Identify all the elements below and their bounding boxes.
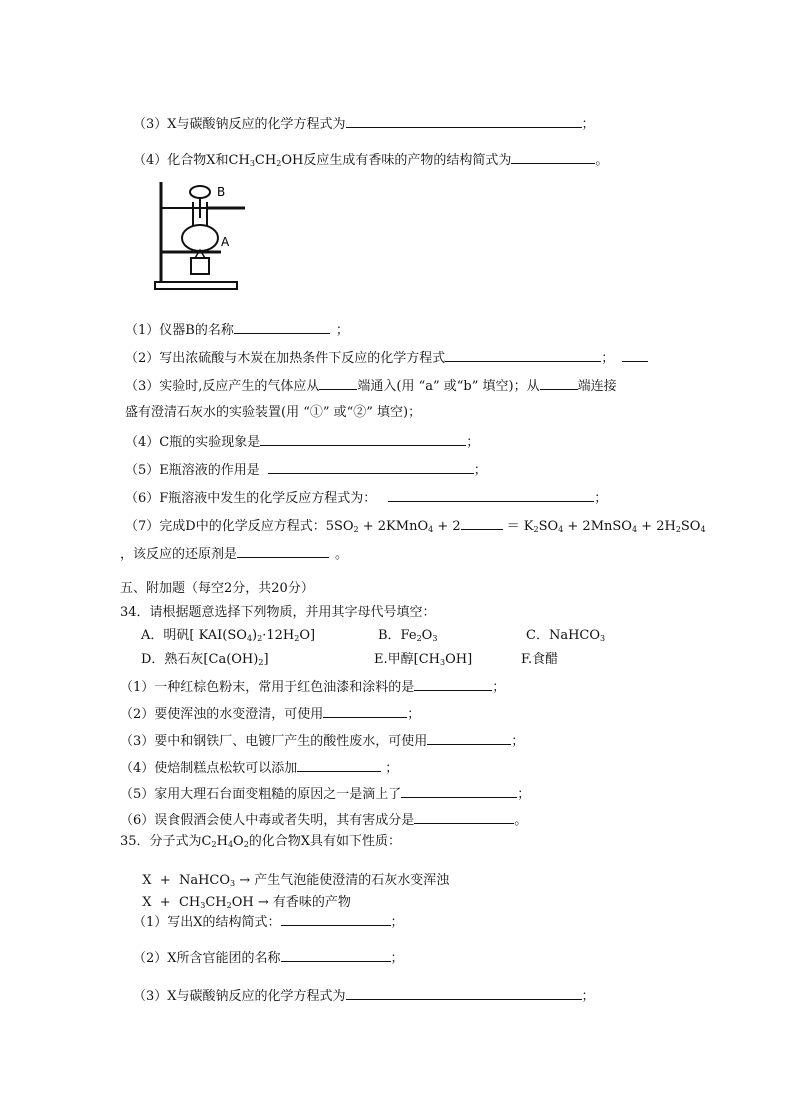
- punct: ；: [581, 117, 595, 132]
- formula: H: [216, 834, 228, 849]
- punct: ；: [390, 915, 404, 930]
- subscript: 2: [257, 634, 263, 643]
- subscript: 2: [276, 159, 282, 168]
- subscript: 4: [428, 525, 434, 534]
- question-text: （5）家用大理石台面变粗糙的原因之一是滴上了: [120, 787, 402, 802]
- option-text: ·12H: [262, 628, 295, 643]
- exp-q3a: [125, 376, 617, 396]
- formula: SO: [680, 519, 701, 534]
- answer-blank[interactable]: [234, 320, 330, 334]
- answer-blank[interactable]: [401, 784, 517, 798]
- subscript: 3: [249, 159, 255, 168]
- subscript: 3: [439, 658, 446, 667]
- punct: ；: [390, 951, 404, 966]
- formula: + 2KMnO: [358, 519, 429, 534]
- question-text: 端通入(用 “a” 或“b” 填空)；从: [357, 379, 540, 394]
- exp-q2: [125, 348, 648, 368]
- option-a: [141, 627, 315, 645]
- formula: OH: [281, 153, 304, 168]
- formula: CH: [205, 895, 227, 910]
- question-text: （1）写出X的结构简式：: [133, 915, 281, 930]
- option-e: [374, 651, 472, 669]
- exp-q7: [125, 516, 706, 536]
- section-title: 五、附加题（每空2分，共20分）: [120, 581, 314, 596]
- question-text: （4）使焙制糕点松软可以添加: [120, 761, 298, 776]
- subscript: 4: [558, 525, 564, 534]
- question-text: （6）误食假酒会使人中毒或者失明，其有害成分是: [120, 813, 415, 828]
- subscript: 2: [258, 658, 264, 667]
- answer-blank[interactable]: [445, 348, 601, 362]
- option-text: ]: [263, 652, 269, 667]
- answer-blank[interactable]: [461, 516, 503, 530]
- option-f: F.食醋: [521, 652, 559, 667]
- question-text: （2）要使浑浊的水变澄清，可使用: [120, 707, 324, 722]
- punct: ；: [581, 989, 595, 1004]
- punct: ；: [511, 734, 525, 749]
- subscript: 4: [227, 840, 234, 849]
- answer-blank[interactable]: [268, 460, 474, 474]
- punct: ；: [601, 351, 615, 366]
- q34-s4: [120, 758, 398, 778]
- top-q4: [133, 150, 608, 170]
- question-text: （4）化合物X和: [133, 153, 229, 168]
- arrow: →: [253, 895, 273, 910]
- option-text: C．NaHCO: [526, 628, 601, 643]
- subscript: 3: [200, 901, 206, 910]
- punct: ；: [517, 787, 531, 802]
- question-text: 35．分子式为C: [120, 834, 212, 849]
- subscript: 4: [700, 525, 706, 534]
- option-c: [526, 627, 605, 645]
- question-text: （3）要中和钢铁厂、电镀厂产生的酸性废水，可使用: [120, 734, 428, 749]
- question-text: 端连接: [577, 379, 617, 394]
- subscript: 2: [243, 840, 249, 849]
- option-text: D．熟石灰[Ca(OH): [141, 652, 259, 667]
- answer-blank[interactable]: [427, 731, 511, 745]
- subscript: 3: [600, 634, 606, 643]
- burner: [191, 258, 209, 274]
- subscript: 3: [432, 634, 438, 643]
- formula: CH: [254, 153, 277, 168]
- exp-q1: [125, 320, 349, 340]
- answer-blank[interactable]: [297, 758, 381, 772]
- question-text: （2）X所含官能团的名称: [133, 951, 281, 966]
- question-text: （3）实验时,反应产生的气体应从: [125, 379, 320, 394]
- punct: 。: [335, 547, 349, 562]
- question-text: （7）完成D中的化学反应方程式：5SO: [125, 519, 354, 534]
- formula: + 2MnSO: [563, 519, 632, 534]
- option-text: O: [421, 628, 433, 643]
- question-text: （1）一种红棕色粉末，常用于红色油漆和涂料的是: [120, 680, 415, 695]
- subscript: 4: [246, 634, 253, 643]
- subscript: 2: [294, 634, 300, 643]
- subscript: 2: [675, 525, 681, 534]
- reaction-text: 有香味的产物: [272, 895, 351, 910]
- top-q3: [133, 114, 595, 134]
- option-text: E.甲醇[CH: [374, 652, 440, 667]
- q34-s3: [120, 731, 524, 751]
- exp-q3b: 盛有澄清石灰水的实验装置(用 “①” 或“②” 填空)；: [125, 405, 422, 420]
- label-a: A: [221, 235, 230, 249]
- answer-blank[interactable]: [414, 677, 492, 691]
- question-text: （3）X与碳酸钠反应的化学方程式为: [133, 989, 346, 1004]
- exp-q4: [125, 432, 479, 452]
- subscript: 3: [230, 879, 236, 888]
- punct: ；: [594, 491, 608, 506]
- question-34: 34．请根据题意选择下列物质，并用其字母代号填空：: [120, 605, 436, 620]
- formula: OH: [231, 895, 254, 910]
- formula: X + NaHCO: [142, 873, 231, 888]
- question-text: （1）仪器B的名称: [125, 323, 234, 338]
- answer-blank[interactable]: [346, 114, 582, 128]
- subscript: 2: [226, 901, 232, 910]
- answer-blank[interactable]: [388, 488, 594, 502]
- funnel-b: [190, 186, 210, 198]
- formula: O: [233, 834, 244, 849]
- reaction-2: [134, 876, 351, 912]
- option-text: A．明矾[ KAI(SO: [141, 628, 247, 643]
- formula: SO: [538, 519, 559, 534]
- question-text: ，该反应的还原剂是: [120, 547, 238, 562]
- question-text: （3）X与碳酸钠反应的化学方程式为: [133, 117, 346, 132]
- answer-blank[interactable]: [622, 348, 648, 362]
- question-text: 的化合物X具有如下性质：: [248, 834, 402, 849]
- q35-b1: [133, 912, 404, 932]
- answer-blank[interactable]: [281, 912, 391, 926]
- option-text: ): [252, 628, 258, 643]
- answer-blank[interactable]: [323, 704, 407, 718]
- answer-blank[interactable]: [346, 986, 582, 1000]
- q35-b2: [133, 948, 404, 968]
- question-text: （5）E瓶溶液的作用是: [125, 463, 260, 478]
- apparatus-diagram: [153, 178, 253, 292]
- question-text: （4）C瓶的实验现象是: [125, 435, 261, 450]
- punct: 。: [595, 153, 609, 168]
- exp-q7b: [120, 544, 348, 564]
- question-text: （2）写出浓硫酸与木炭在加热条件下反应的化学方程式: [125, 351, 446, 366]
- label-b: B: [217, 185, 226, 199]
- question-35: [120, 833, 401, 851]
- q35-b3: [133, 986, 595, 1006]
- formula: ＝ K: [506, 519, 534, 534]
- reaction-text: 产生气泡能使澄清的石灰水变浑浊: [254, 873, 450, 888]
- question-text: （6）F瓶溶液中发生的化学反应方程式为：: [125, 491, 377, 506]
- subscript: 2: [533, 525, 539, 534]
- answer-blank[interactable]: [237, 544, 329, 558]
- formula: + 2H: [637, 519, 676, 534]
- punct: ；: [473, 463, 487, 478]
- question-text: 反应生成有香味的产物的结构简式为: [303, 153, 512, 168]
- q34-s6: [120, 810, 527, 830]
- answer-blank[interactable]: [511, 150, 595, 164]
- punct: ；: [407, 707, 421, 722]
- answer-blank[interactable]: [540, 376, 578, 390]
- option-d: [141, 651, 269, 669]
- answer-blank[interactable]: [414, 810, 514, 824]
- punct: ；: [466, 435, 480, 450]
- answer-blank[interactable]: [281, 948, 391, 962]
- option-b: [378, 627, 437, 645]
- formula: + 2: [433, 519, 461, 534]
- q34-s2: [120, 704, 420, 724]
- exp-q6: [125, 488, 607, 508]
- subscript: 2: [353, 525, 359, 534]
- formula: CH: [228, 153, 250, 168]
- punct: ；: [492, 680, 506, 695]
- subscript: 4: [631, 525, 638, 534]
- option-text: OH]: [445, 652, 473, 667]
- subscript: 2: [211, 840, 217, 849]
- subscript: 2: [416, 634, 422, 643]
- stand-base: [155, 282, 237, 289]
- flask-a: [182, 225, 218, 251]
- answer-blank[interactable]: [260, 432, 466, 446]
- punct: ；: [385, 761, 399, 776]
- punct: 。: [514, 813, 528, 828]
- arrow: →: [235, 873, 255, 888]
- option-text: O]: [299, 628, 316, 643]
- answer-blank[interactable]: [319, 376, 357, 390]
- exp-q5: [125, 460, 487, 480]
- q34-s5: [120, 784, 530, 804]
- q34-s1: [120, 677, 505, 697]
- formula: X + CH: [142, 895, 201, 910]
- punct: ；: [335, 323, 349, 338]
- option-text: B．Fe: [378, 628, 417, 643]
